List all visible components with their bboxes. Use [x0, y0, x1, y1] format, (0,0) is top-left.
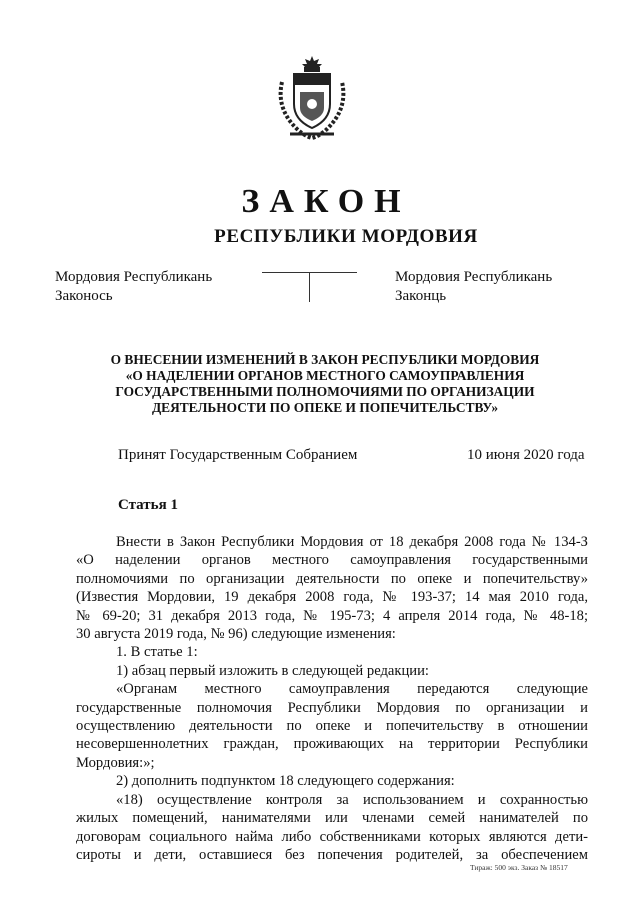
heading-line: О ВНЕСЕНИИ ИЗМЕНЕНИЙ В ЗАКОН РЕСПУБЛИКИ МОРДОВИЯ	[110, 352, 540, 367]
law-title: ЗАКОН	[241, 183, 411, 220]
text-line: Внести в Закон Республики Мордовия от 18 декабря 2008 года № 134-З	[116, 534, 588, 550]
erzya-title-right	[395, 268, 552, 306]
adopted-date: 10 июня 2020 года	[467, 447, 585, 463]
heading-line: ДЕЯТЕЛЬНОСТИ ПО ОПЕКЕ И ПОПЕЧИТЕЛЬСТВУ»	[151, 400, 499, 415]
text-line: осуществлению деятельности по опеке и попечительству в отношении	[76, 718, 588, 735]
republic-emblem-icon	[270, 52, 354, 140]
erzya-title-right-line: Мордовия Республикань	[395, 269, 553, 285]
article-title: Статья 1	[118, 497, 178, 513]
text-line: несовершеннолетних граждан, проживающих на территории Республики	[76, 736, 588, 753]
moksha-title-left	[55, 268, 212, 306]
adopted-by: Принят Государственным Собранием	[118, 447, 358, 463]
print-run-footer: Тираж: 500 экз. Заказ № 18517	[470, 863, 568, 872]
erzya-title-right-line: Законць	[395, 288, 447, 304]
paragraph	[76, 680, 588, 772]
moksha-title-left-line: Мордовия Республикань	[55, 269, 213, 285]
text-line: жилых помещений, нанимателями или членами семей нанимателей по	[76, 810, 588, 827]
heading-line: ГОСУДАРСТВЕННЫМИ ПОЛНОМОЧИЯМИ ПО ОРГАНИЗАЦИИ	[115, 384, 535, 399]
article-body	[76, 533, 588, 864]
text-line: (Известия Мордовии, 19 декабря 2008 года, № 193-37; 14 мая 2010 года,	[76, 589, 588, 606]
text-line: 1) абзац первый изложить в следующей редакции:	[116, 662, 429, 679]
text-line: полномочиями по организации деятельности по опеке и попечительству»	[76, 570, 588, 587]
text-line: договорам социального найма либо собственниками которых являются дети-	[76, 828, 588, 845]
text-line: государственные полномочия Республики Мордовия по организации и	[76, 699, 588, 716]
text-line: «18) осуществление контроля за использованием и сохранностью	[116, 791, 588, 808]
text-line: 1. В статье 1:	[116, 644, 198, 661]
paragraph	[76, 533, 588, 643]
paragraph	[76, 643, 588, 661]
text-line: № 69-20; 31 декабря 2013 года, № 195-73; 4 апреля 2014 года, № 48-18;	[76, 607, 588, 624]
text-line: сироты и дети, оставшиеся без попечения родителей, за обеспечением	[76, 846, 588, 863]
paragraph	[76, 772, 588, 790]
text-line: Мордовия:»;	[76, 754, 155, 771]
paragraph	[76, 662, 588, 680]
heading-line: «О НАДЕЛЕНИИ ОРГАНОВ МЕСТНОГО САМОУПРАВЛЕНИЯ	[125, 368, 525, 383]
text-line: «О наделении органов местного самоуправления государственными	[76, 552, 588, 569]
law-subtitle: РЕСПУБЛИКИ МОРДОВИЯ	[214, 226, 478, 247]
text-line: 2) дополнить подпунктом 18 следующего содержания:	[116, 773, 455, 790]
text-line: 30 августа 2019 года, № 96) следующие изменения:	[76, 626, 396, 643]
paragraph	[76, 791, 588, 865]
document-heading	[95, 352, 555, 416]
text-line: «Органам местного самоуправления передаются следующие	[116, 681, 588, 698]
moksha-title-left-line: Законось	[55, 288, 113, 304]
separator-mark	[262, 272, 357, 304]
